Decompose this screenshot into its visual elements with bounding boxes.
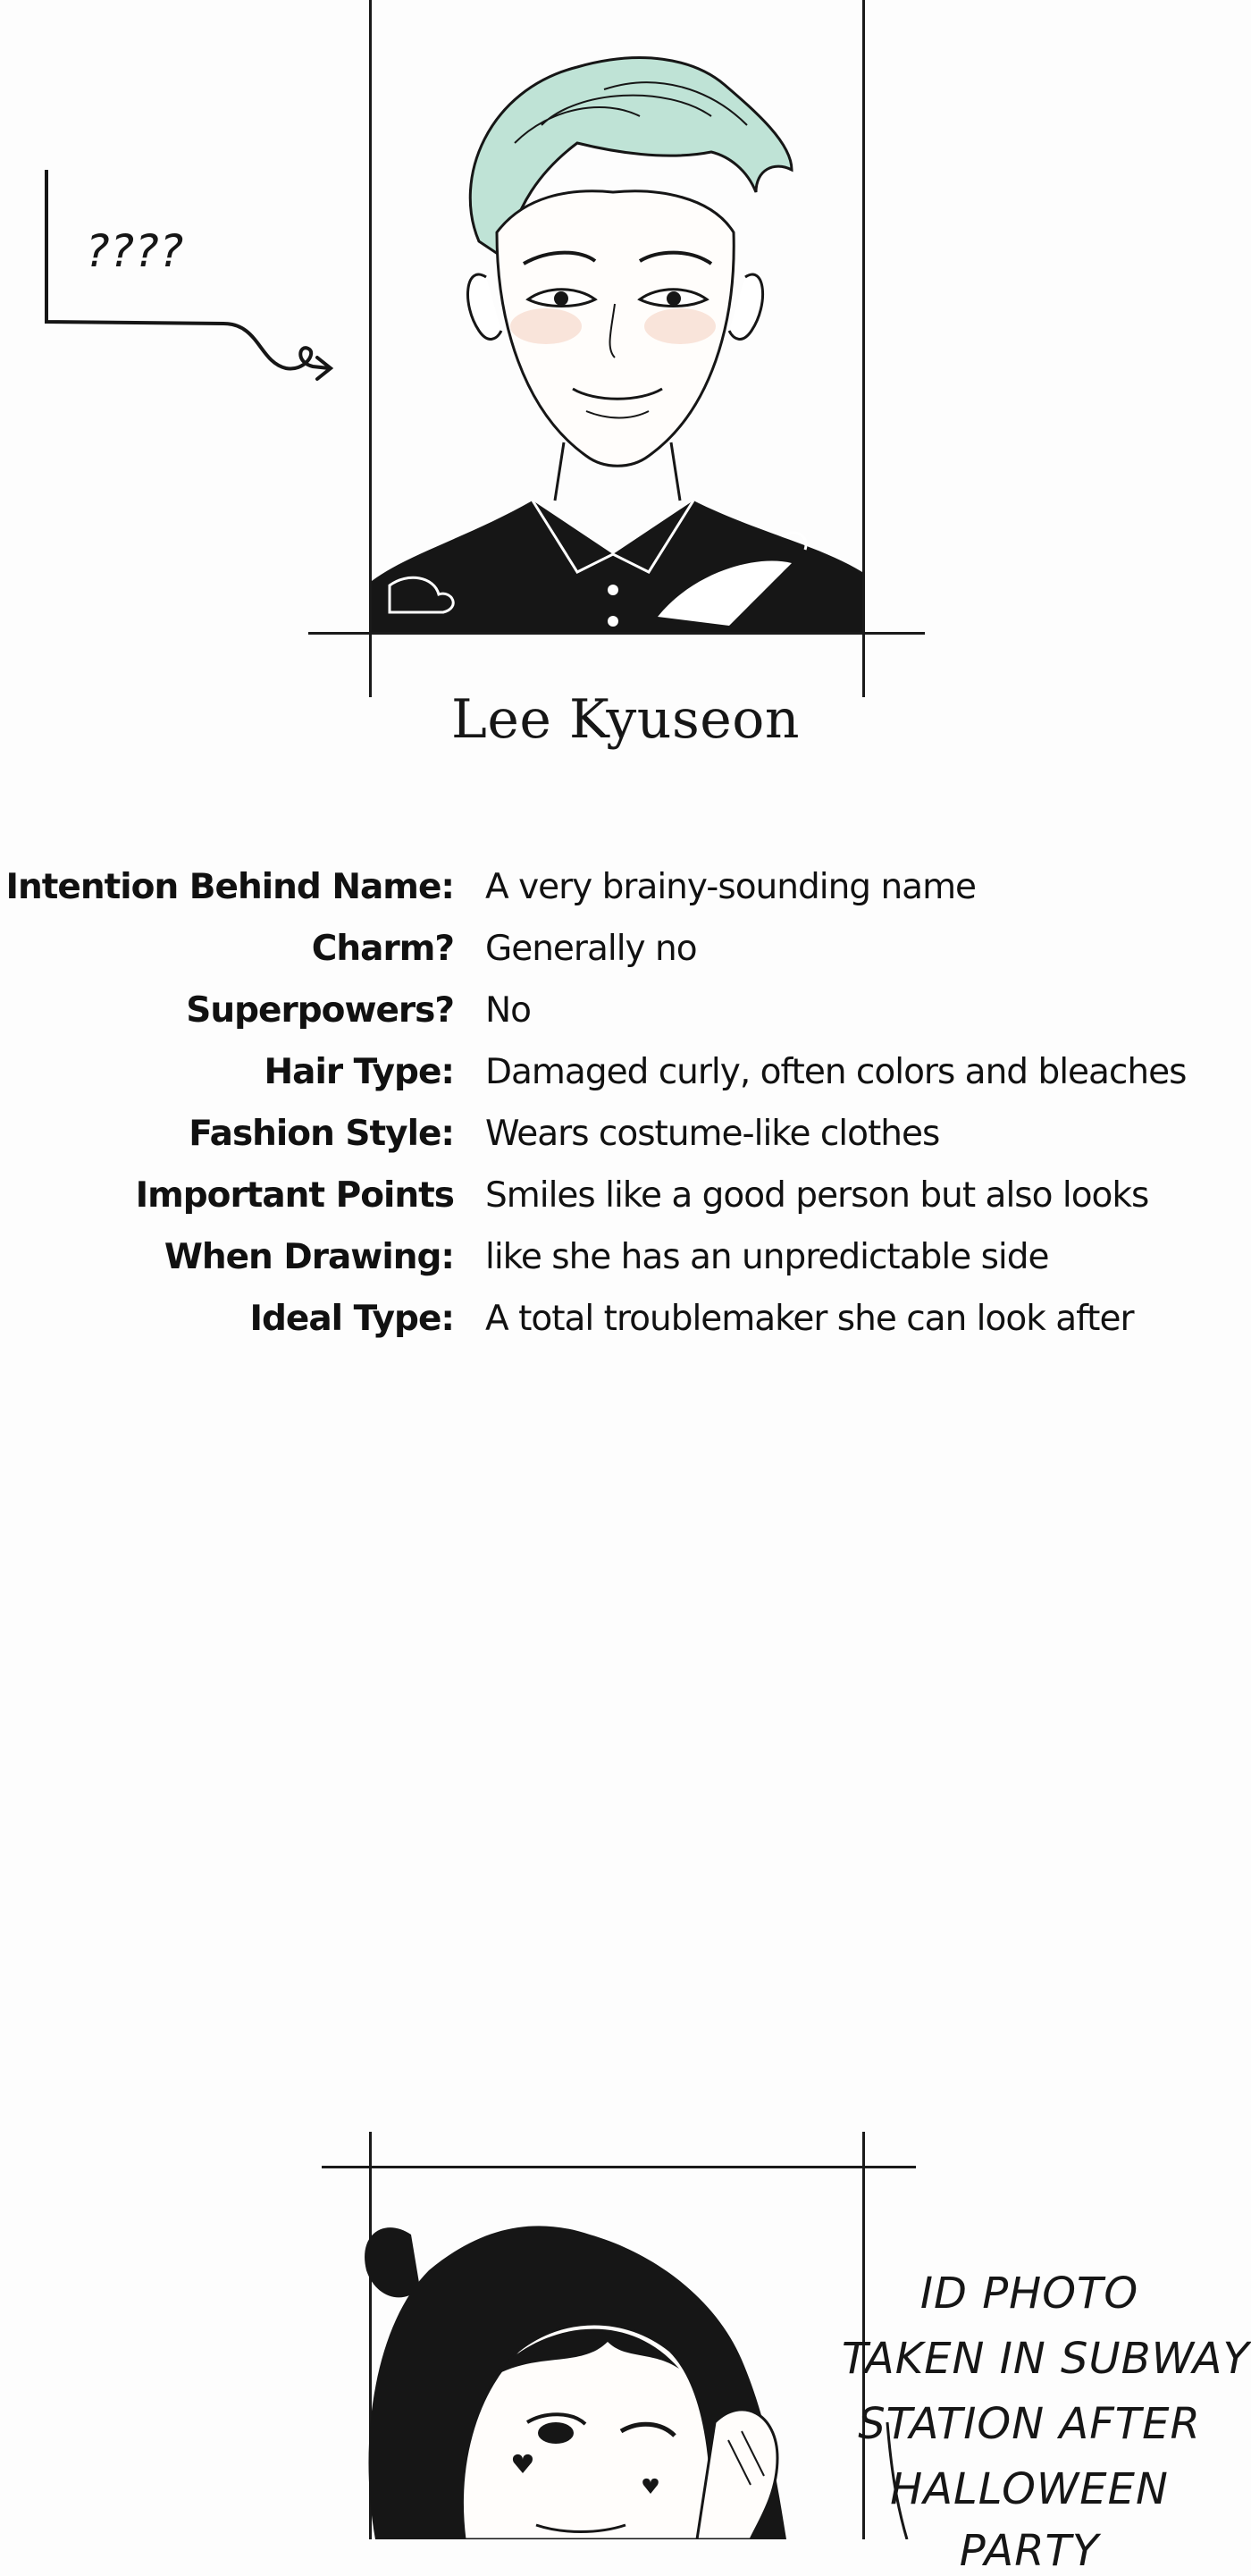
profile-row [0,929,1251,991]
profile-row [0,867,1251,930]
profile-value: Wears costume-like clothes [485,1114,940,1154]
frame-top-line-bottom [322,2166,916,2168]
profile-value: No [485,990,532,1031]
profile-value: A very brainy-sounding name [485,867,977,907]
profile-label: Hair Type: [264,1052,454,1092]
frame-base-line-top [308,632,925,635]
portrait-illustration-lee-kyuseon [372,36,862,632]
profile-value: like she has an unpredictable side [485,1237,1049,1277]
profile-label: Fashion Style: [189,1114,454,1154]
arrow-pointer-icon [36,170,340,402]
profile-row [0,1175,1251,1238]
profile-value: A total troublemaker she can look after [485,1299,1134,1339]
profile-label: Intention Behind Name: [5,867,454,907]
profile-row [0,1237,1251,1300]
question-marks-note: ???? [86,225,185,277]
profile-value: Smiles like a good person but also looks [485,1175,1149,1216]
note-line: TAKEN IN SUBWAY [842,2334,1250,2384]
portrait-illustration-second-character [357,2217,876,2539]
profile-row [0,1299,1251,1361]
profile-row [0,1052,1251,1115]
profile-row [0,1114,1251,1176]
profile-label: When Drawing: [164,1237,454,1277]
note-line: HALLOWEEN [890,2464,1169,2514]
profile-value: Damaged curly, often colors and bleaches [485,1052,1187,1092]
profile-label: Charm? [311,929,454,969]
character-name: Lee Kyuseon [450,688,801,751]
profile-row [0,990,1251,1053]
profile-label: Ideal Type: [249,1299,454,1339]
profile-label: Superpowers? [186,990,454,1031]
profile-value: Generally no [485,929,697,969]
note-line: PARTY [959,2526,1100,2576]
frame-right-line-top [862,0,865,697]
profile-label: Important Points [135,1175,454,1216]
note-line: STATION AFTER [858,2399,1201,2449]
note-line: ID PHOTO [919,2269,1139,2319]
